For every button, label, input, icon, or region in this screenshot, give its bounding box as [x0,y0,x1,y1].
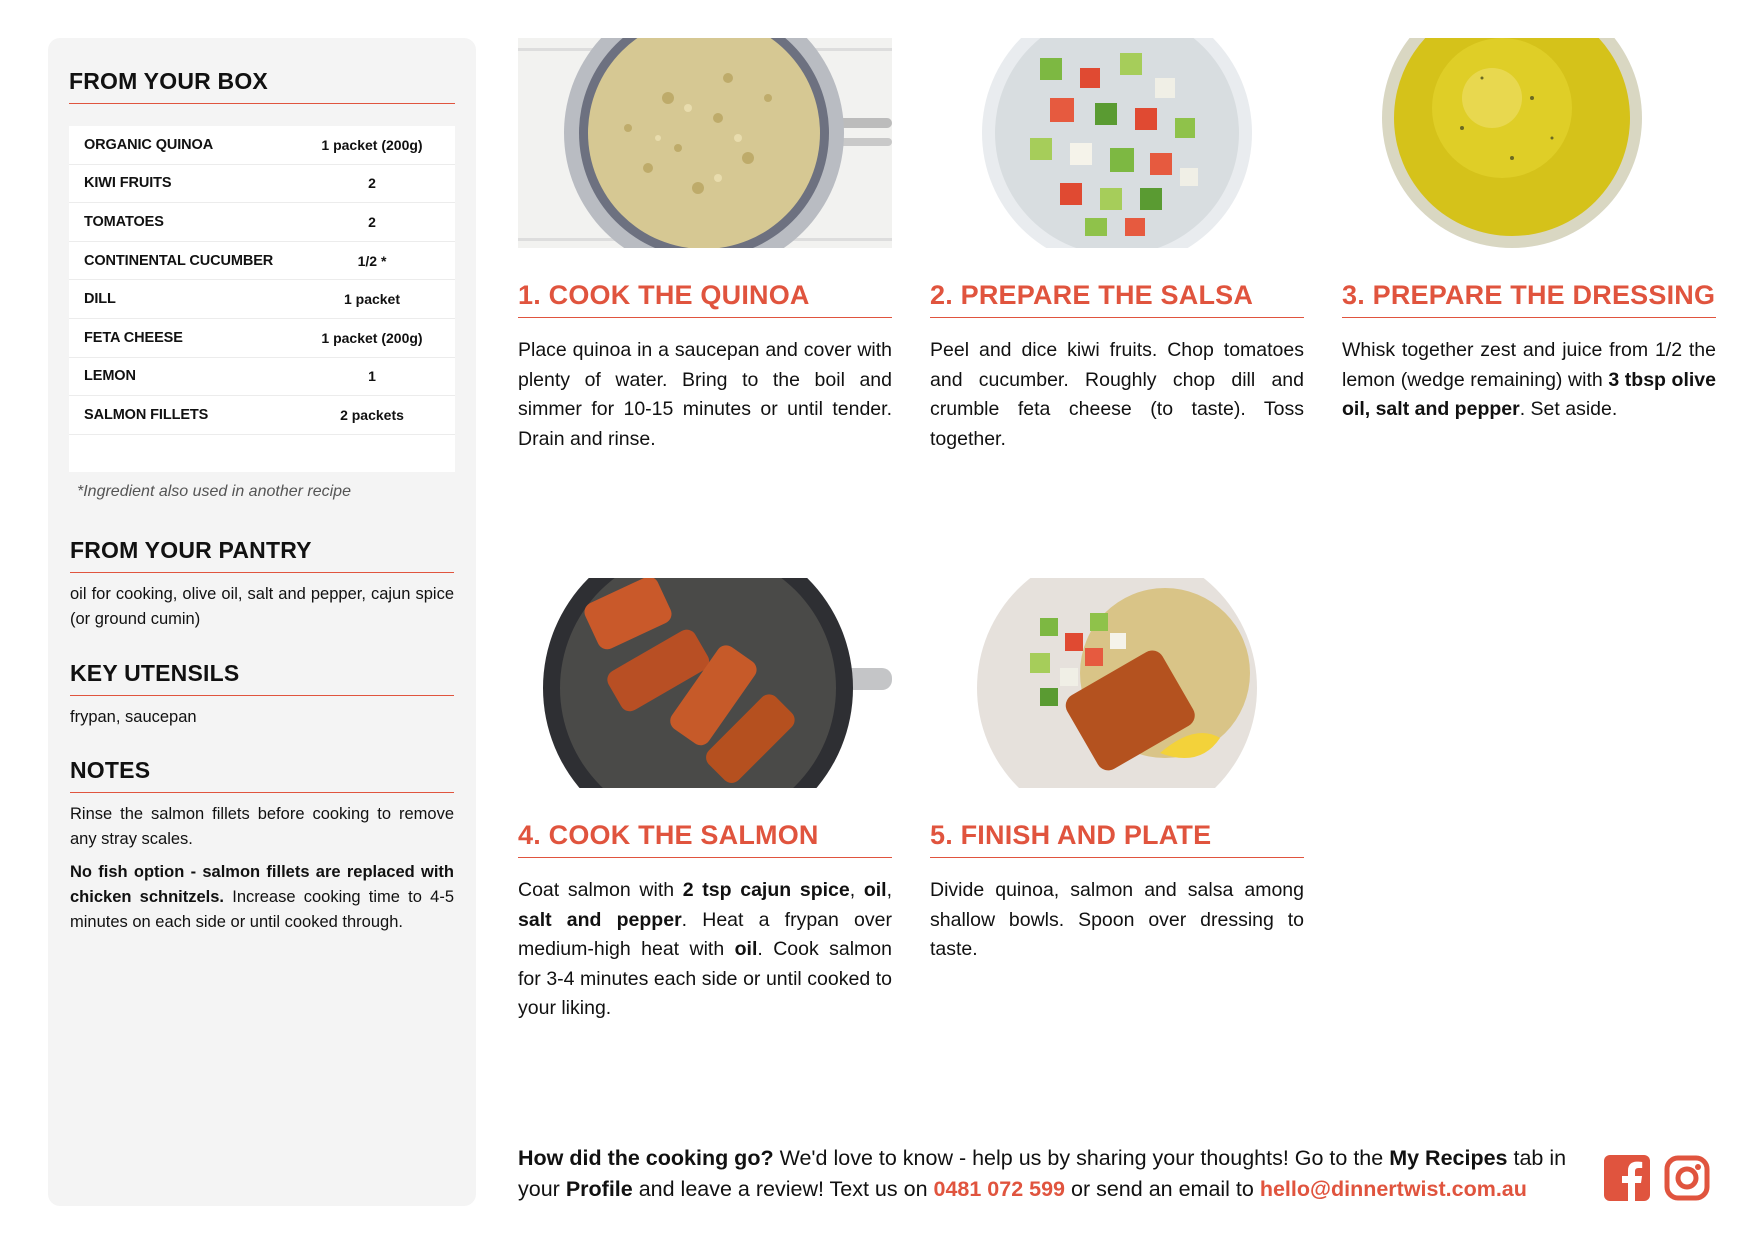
step-text-segment: . Cook salmon for 3-4 minutes each side or until cooked to your liking. [518,938,892,1019]
step-text-bold: oil [863,879,887,901]
step-text-segment: Peel and dice kiwi fruits. Chop tomatoes and cucumber. Roughly chop dill and crumble feta cheese (to taste). Toss together. [930,339,1304,450]
facebook-icon[interactable] [1604,1155,1650,1201]
ingredient-name: KIWI FRUITS [84,175,172,192]
ingredient-name: SALMON FILLETS [84,406,209,423]
notes-text-2 [70,860,454,935]
plated-dish-photo [930,578,1304,788]
step-5-text [930,876,1304,965]
ingredient-quantity: 1 packet (200g) [321,136,423,153]
step-text-bold: oil [734,938,758,960]
step-text-bold: 3 tbsp olive oil, salt and pepper [1342,368,1716,420]
ingredient-row [69,358,455,397]
step-2-text [930,336,1304,454]
ingredient-name: TOMATOES [84,213,164,230]
ingredient-name: ORGANIC QUINOA [84,136,214,153]
email-link[interactable]: hello@dinnertwist.com.au [1259,1177,1527,1201]
ingredient-quantity: 2 [368,213,376,230]
ingredient-footnote: *Ingredient also used in another recipe [77,483,351,500]
instagram-icon[interactable] [1664,1155,1710,1201]
step-4-text [518,876,892,1024]
ingredient-quantity: 1 packet [343,291,401,308]
salsa-photo [930,38,1304,248]
step-text-segment: , [886,879,892,901]
ingredient-row [69,319,455,358]
ingredient-quantity: 1 [368,368,376,385]
notes-bold: No fish option - salmon fillets are replaced with chicken schnitzels. [70,863,454,906]
ingredient-quantity: 2 [368,175,376,192]
ingredients-table [69,126,455,472]
step-1-title: 1. COOK THE QUINOA [518,280,892,318]
feedback-question: How did the cooking go? [518,1146,774,1170]
utensils-text: frypan, saucepan [70,708,197,726]
step-text-segment: Whisk together zest and juice from 1/2 the lemon (wedge remaining) with [1342,339,1716,391]
utensils-heading: KEY UTENSILS [70,660,454,696]
ingredient-quantity: 1 packet (200g) [321,329,423,346]
pantry-text: oil for cooking, olive oil, salt and pepper, cajun spice (or ground cumin) [70,585,454,628]
step-text-segment: Coat salmon with [518,879,683,901]
ingredient-name: CONTINENTAL CUCUMBER [84,252,274,269]
ingredient-row [69,242,455,281]
salmon-pan-photo [518,578,892,788]
step-5-title: 5. FINISH AND PLATE [930,820,1304,858]
step-3-title: 3. PREPARE THE DRESSING [1342,280,1716,318]
step-text-segment: . Set aside. [1519,398,1618,420]
profile-link-text: Profile [565,1177,633,1201]
ingredient-name: DILL [84,291,116,308]
step-4-title: 4. COOK THE SALMON [518,820,892,858]
step-1-text [518,336,892,454]
notes-text-1: Rinse the salmon fillets before cooking to remove any stray scales. [70,805,454,848]
ingredient-row [69,203,455,242]
from-your-box-heading: FROM YOUR BOX [69,68,455,104]
pantry-heading: FROM YOUR PANTRY [70,537,454,573]
notes-rest: Increase cooking time to 4-5 minutes on each side or until cooked through. [70,888,455,931]
ingredient-row [69,280,455,319]
feedback-message [518,1143,1578,1205]
feedback-text-4: or send an email to [1065,1177,1260,1201]
step-text-segment: . Heat a frypan over medium-high heat with [518,908,892,960]
notes-heading: NOTES [70,757,454,793]
step-2-title: 2. PREPARE THE SALSA [930,280,1304,318]
step-text-segment: , [849,879,864,901]
ingredient-quantity: 2 packets [340,406,404,423]
dressing-photo [1342,38,1716,248]
step-text-segment: Place quinoa in a saucepan and cover with plenty of water. Bring to the boil and simmer for 10-15 minutes or until tender. Drain and rinse. [518,339,892,450]
step-text-bold: 2 tsp cajun spice [682,879,850,901]
ingredient-name: FETA CHEESE [84,329,183,346]
feedback-text-2: tab in your [518,1146,1567,1201]
step-text-bold: salt and pepper [518,908,682,931]
step-text-segment: Divide quinoa, salmon and salsa among shallow bowls. Spoon over dressing to taste. [930,879,1304,960]
ingredient-row [69,396,455,435]
ingredients-panel [48,38,476,1206]
step-3-text [1342,336,1716,425]
ingredient-row [69,126,455,165]
ingredient-quantity: 1/2 * [357,252,387,269]
ingredient-row [69,165,455,204]
feedback-text-3: and leave a review! Text us on [632,1177,934,1201]
ingredient-name: LEMON [84,368,136,385]
my-recipes-link-text: My Recipes [1389,1146,1508,1170]
feedback-text-1: We'd love to know - help us by sharing your thoughts! Go to the [773,1146,1390,1170]
quinoa-photo [518,38,892,248]
phone-number[interactable]: 0481 072 599 [933,1177,1066,1201]
